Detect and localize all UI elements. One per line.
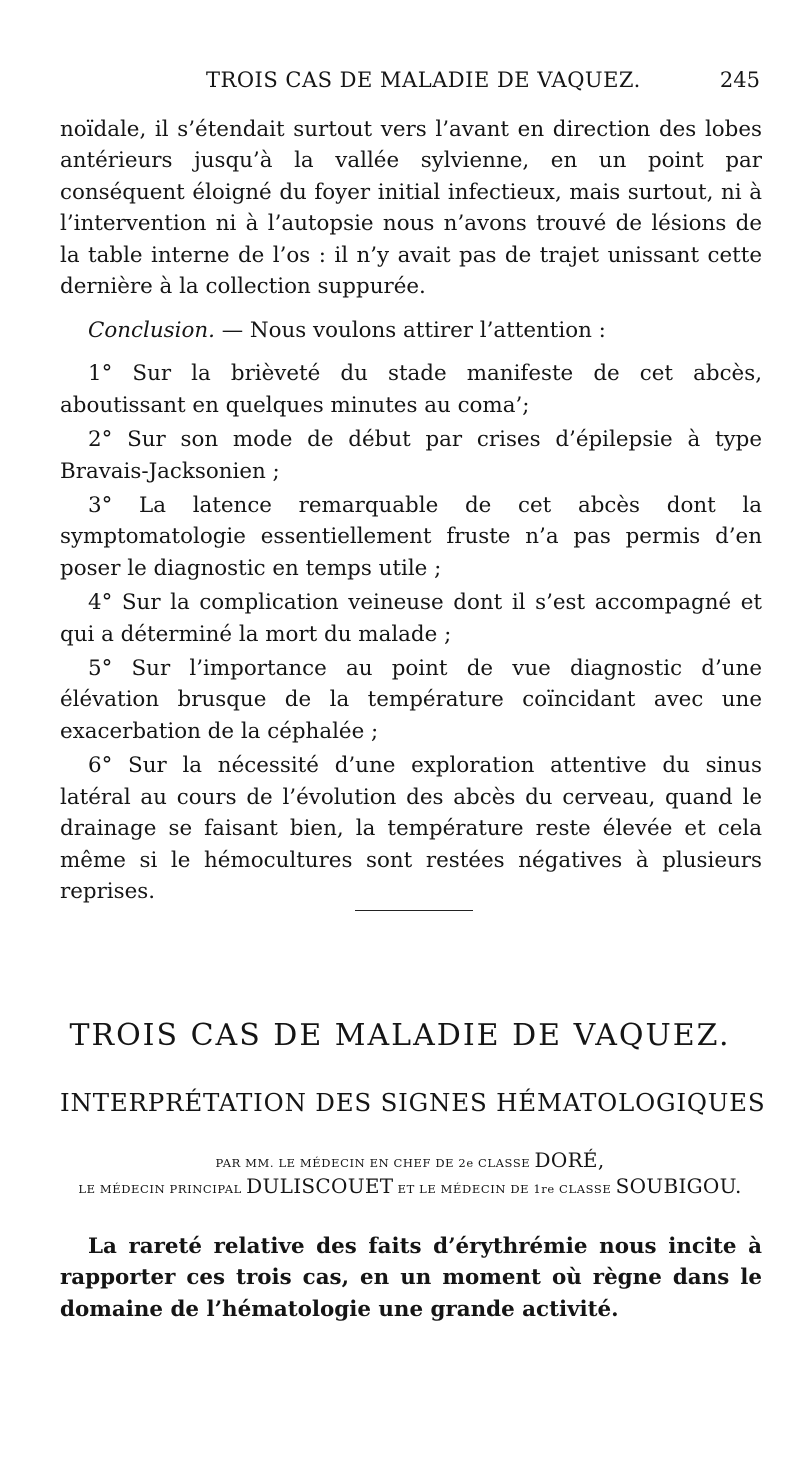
running-title: TROIS CAS DE MALADIE DE VAQUEZ. [206, 68, 641, 92]
byline-prefix-1: PAR MM. LE MÉDECIN EN CHEF DE 2e CLASSE [215, 1156, 535, 1170]
conclusion-intro-text: — Nous voulons attirer l’attention : [214, 318, 606, 343]
conclusion-item-1: 1° Sur la brièveté du stade manifeste de cet abcès, aboutissant en quelques minutes au coma’; [60, 361, 762, 418]
conclusion-item-3: 3° La latence remarquable de cet abcès dont la symptomatologie essentiellement fruste n’a pas permis d’en poser le diagnostic en temps utile ; [60, 493, 762, 581]
intro-paragraph: La rareté relative des faits d’érythrémie nous incite à rapporter ces trois cas, en un moment où règne dans le domaine de l’hématologie une grande activité. [60, 1234, 762, 1322]
article-title: TROIS CAS DE MALADIE DE VAQUEZ. [69, 1018, 731, 1053]
byline-prefix-2: LE MÉDECIN PRINCIPAL [78, 1182, 247, 1196]
byline-line-2 [60, 1174, 760, 1198]
continuation-paragraph: noïdale, il s’étendait surtout vers l’avant en direction des lobes antérieurs jusqu’à la vallée sylvienne, en un point par conséquent éloigné du foyer initial infectieux, mais surtout, ni à l’intervention ni à l’autopsie nous n’avons trouvé de lésions de la table interne de l’os : il n’y avait pas de trajet unissant cette dernière à la collection suppurée. [60, 117, 762, 300]
conclusion-label: Conclusion. [88, 318, 215, 343]
section-divider [355, 910, 473, 911]
article-subtitle: INTERPRÉTATION DES SIGNES HÉMATOLOGIQUES [60, 1088, 766, 1117]
conclusion-intro [60, 315, 762, 346]
running-header [60, 68, 760, 102]
conclusion-section [60, 315, 762, 910]
author-name-duliscouet: DULISCOUET [246, 1174, 394, 1198]
conclusion-item-6: 6° Sur la nécessité d’une exploration attentive du sinus latéral au cours de l’évolution des abcès du cerveau, quand le drainage se faisant bien, la température reste élevée et cela même si le hémocultures sont restées négatives à plusieurs reprises. [60, 753, 762, 904]
author-name-dore: DORÉ, [534, 1148, 605, 1172]
byline-line-1 [60, 1148, 760, 1172]
byline-middle: ET LE MÉDECIN DE 1re CLASSE [393, 1182, 616, 1196]
conclusion-item-5: 5° Sur l’importance au point de vue diagnostic d’une élévation brusque de la température coïncidant avec une exacerbation de la céphalée ; [60, 656, 762, 744]
conclusion-item-4: 4° Sur la complication veineuse dont il s’est accompagné et qui a déterminé la mort du malade ; [60, 590, 762, 647]
conclusion-item-2: 2° Sur son mode de début par crises d’épilepsie à type Bravais-Jacksonien ; [60, 427, 762, 484]
page-number: 245 [719, 68, 760, 92]
intro-section [60, 1231, 762, 1325]
author-name-soubigou: SOUBIGOU. [615, 1174, 742, 1198]
